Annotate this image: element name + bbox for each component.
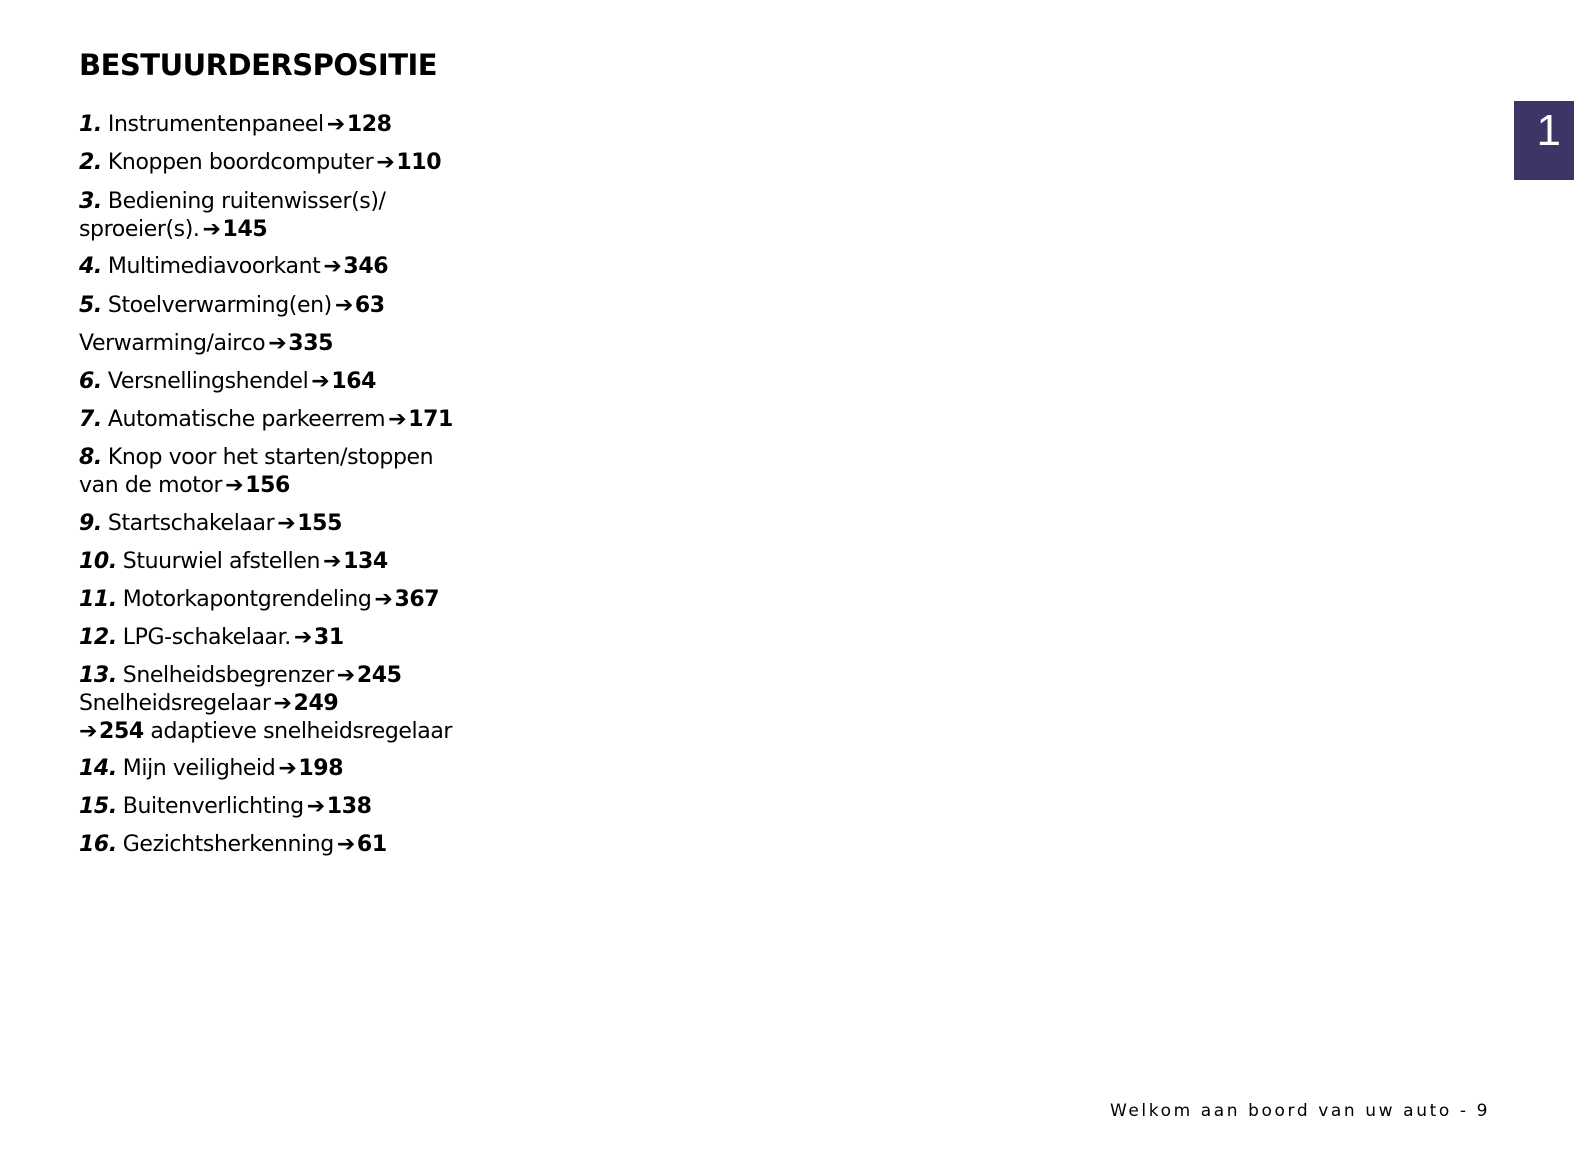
item-label: Stuurwiel afstellen [122,549,321,574]
page-reference[interactable]: 110 [396,150,442,175]
list-item [79,662,452,746]
item-label: Versnellingshendel [107,369,309,394]
item-number: 15. [79,794,117,819]
list-item [79,406,453,434]
arrow-right-icon: ➔ [323,549,342,574]
item-number: 16. [79,832,117,857]
arrow-right-icon: ➔ [334,293,353,318]
item-label: Mijn veiligheid [122,756,276,781]
list-item [79,149,441,177]
page-reference[interactable]: 335 [288,331,334,356]
item-number: 10. [79,549,117,574]
item-number: 3. [79,189,102,214]
item-label-continued: van de motor [79,473,223,498]
chapter-tab [1514,101,1574,180]
item-number: 11. [79,587,117,612]
page-reference[interactable]: 134 [343,549,388,574]
page-footer: Welkom aan boord van uw auto - 9 [1109,1101,1490,1121]
arrow-right-icon: ➔ [273,691,292,716]
item-label: Motorkapontgrendeling [122,587,372,612]
arrow-right-icon: ➔ [336,663,355,688]
item-number: 9. [79,511,102,536]
item-label: Instrumentenpaneel [107,112,324,137]
page-title: BESTUURDERSPOSITIE [79,48,438,82]
arrow-right-icon: ➔ [336,832,355,857]
item-label: Multimediavoorkant [107,254,321,279]
list-item [79,368,376,396]
arrow-right-icon: ➔ [79,719,98,744]
page-reference[interactable]: 63 [354,293,385,318]
list-item [79,292,385,320]
list-item [79,111,392,139]
list-item [79,188,386,244]
item-number: 5. [79,293,102,318]
arrow-right-icon: ➔ [376,150,395,175]
item-label: Knoppen boordcomputer [107,150,374,175]
arrow-right-icon: ➔ [311,369,330,394]
item-label-second: Snelheidsregelaar [79,691,271,716]
item-label: Startschakelaar [107,511,275,536]
page-reference[interactable]: 249 [293,691,339,716]
list-item [79,548,388,576]
item-label-third: adaptieve snelheidsregelaar [150,719,453,744]
item-label: Knop voor het starten/stoppen [107,445,434,470]
page-reference[interactable]: 367 [394,587,440,612]
item-number: 13. [79,663,117,688]
arrow-right-icon: ➔ [202,217,221,242]
arrow-right-icon: ➔ [293,625,312,650]
page-reference[interactable]: 128 [346,112,392,137]
page-reference[interactable]: 198 [298,756,344,781]
item-label: Verwarming/airco [79,331,266,356]
item-label: Automatische parkeerrem [107,407,386,432]
list-item [79,831,387,859]
item-number: 1. [79,112,102,137]
list-item [79,793,372,821]
item-number: 2. [79,150,102,175]
page-reference[interactable]: 254 [99,719,144,744]
arrow-right-icon: ➔ [225,473,244,498]
arrow-right-icon: ➔ [278,756,297,781]
list-item [79,624,344,652]
list-item [79,510,342,538]
arrow-right-icon: ➔ [388,407,407,432]
item-number: 4. [79,254,102,279]
item-number: 12. [79,625,117,650]
item-label: Bediening ruitenwisser(s)/ [107,189,386,214]
page-reference[interactable]: 171 [408,407,453,432]
item-number: 8. [79,445,102,470]
page-reference[interactable]: 155 [297,511,342,536]
arrow-right-icon: ➔ [277,511,296,536]
item-number: 6. [79,369,102,394]
item-label: Gezichtsherkenning [122,832,334,857]
list-item [79,330,333,358]
item-number: 7. [79,407,102,432]
list-item [79,755,343,783]
page-reference[interactable]: 145 [222,217,268,242]
arrow-right-icon: ➔ [306,794,325,819]
chapter-number: 1 [1536,106,1561,155]
arrow-right-icon: ➔ [323,254,342,279]
page-reference[interactable]: 31 [313,625,344,650]
item-label: LPG-schakelaar. [122,625,291,650]
item-label: Snelheidsbegrenzer [122,663,334,688]
item-label: Stoelverwarming(en) [107,293,332,318]
list-item [79,444,433,500]
arrow-right-icon: ➔ [268,331,287,356]
page-reference[interactable]: 138 [326,794,372,819]
list-item [79,586,439,614]
page-reference[interactable]: 156 [245,473,290,498]
page-reference[interactable]: 245 [356,663,402,688]
item-number: 14. [79,756,117,781]
item-label: Buitenverlichting [122,794,304,819]
arrow-right-icon: ➔ [326,112,345,137]
page-reference[interactable]: 346 [343,254,389,279]
list-item [79,253,388,281]
page-reference[interactable]: 164 [331,369,377,394]
arrow-right-icon: ➔ [374,587,393,612]
item-label-continued: sproeier(s). [79,217,200,242]
page-reference[interactable]: 61 [356,832,387,857]
